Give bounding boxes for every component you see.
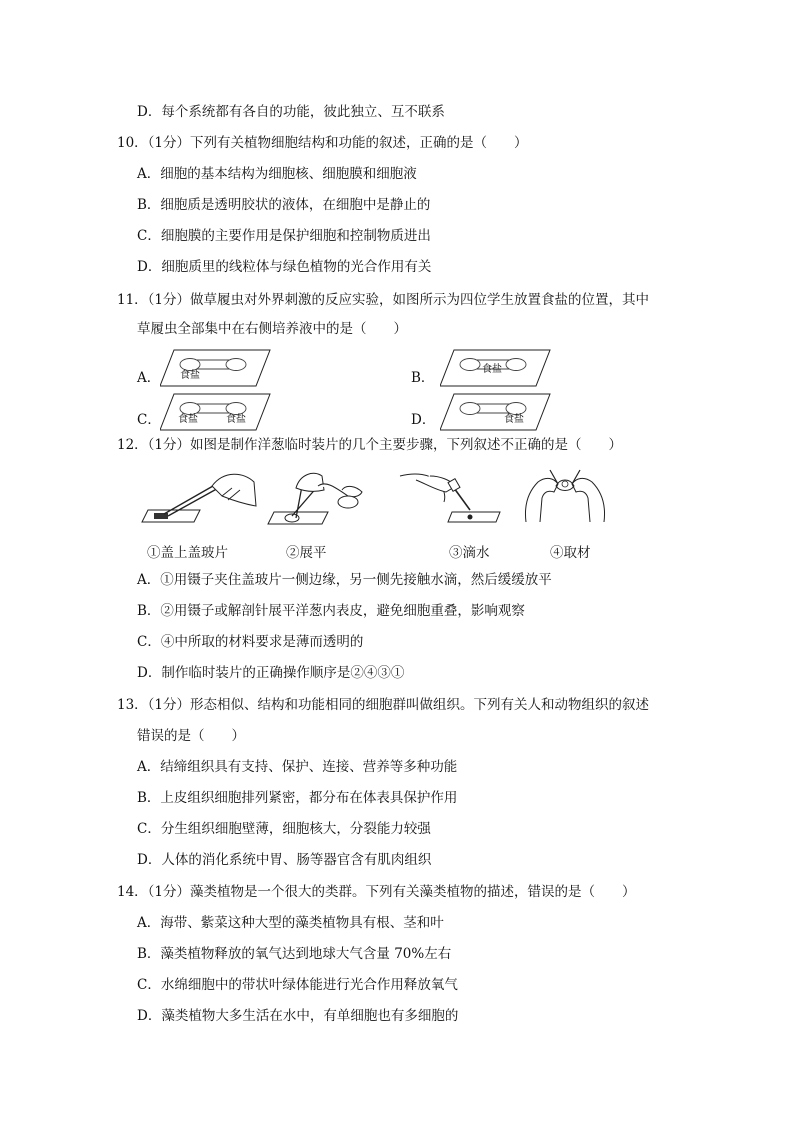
- q11-option-c-label: C．: [137, 412, 161, 428]
- q11-option-a-label: A．: [137, 370, 161, 386]
- q14-option-c: C．水绵细胞中的带状叶绿体能进行光合作用释放氧气: [137, 977, 458, 993]
- q12-figure-step1: [140, 466, 260, 530]
- q10-option-b: B．细胞质是透明胶状的液体，在细胞中是静止的: [137, 197, 431, 213]
- q10-option-a: A．细胞的基本结构为细胞核、细胞膜和细胞液: [137, 166, 417, 182]
- q12-option-d: D．制作临时装片的正确操作顺序是②④③①: [137, 665, 405, 681]
- q11-option-d-label: D．: [411, 412, 436, 428]
- q14-option-a: A．海带、紫菜这种大型的藻类植物具有根、茎和叶: [137, 915, 444, 931]
- q11-stem-line2: 草履虫全部集中在右侧培养液中的是（ ）: [137, 321, 407, 337]
- q13-stem-line1: 13．（1分）形态相似、结构和功能相同的细胞群叫做组织。下列有关人和动物组织的叙述: [117, 697, 650, 713]
- q11-slide-d: [440, 392, 552, 432]
- q12-option-b: B．②用镊子或解剖针展平洋葱内表皮，避免细胞重叠，影响观察: [137, 603, 525, 619]
- q11-option-b-label: B．: [411, 370, 435, 386]
- q12-step2-caption: ②展平: [286, 545, 327, 561]
- q14-option-d: D．藻类植物大多生活在水中，有单细胞也有多细胞的: [137, 1008, 459, 1024]
- q11-b-salt-label: 食盐: [482, 364, 502, 375]
- q11-c-salt-label-right: 食盐: [226, 414, 246, 425]
- q12-step3-caption: ③滴水: [449, 545, 490, 561]
- q10-option-d: D．细胞质里的线粒体与绿色植物的光合作用有关: [137, 259, 432, 275]
- q11-slide-a: [160, 348, 272, 388]
- q13-option-c: C．分生组织细胞壁薄，细胞核大，分裂能力较强: [137, 821, 431, 837]
- q11-stem-line1: 11．（1分）做草履虫对外界刺激的反应实验，如图所示为四位学生放置食盐的位置，其中: [117, 292, 650, 308]
- q10-option-c: C．细胞膜的主要作用是保护细胞和控制物质进出: [137, 228, 431, 244]
- q11-slide-b: [440, 348, 552, 388]
- q14-option-b: B．藻类植物释放的氧气达到地球大气含量 70%左右: [137, 946, 452, 962]
- q12-option-c: C．④中所取的材料要求是薄而透明的: [137, 634, 364, 650]
- q10-stem: 10．（1分）下列有关植物细胞结构和功能的叙述，正确的是（ ）: [117, 135, 528, 151]
- q13-stem-line2: 错误的是（ ）: [137, 728, 245, 744]
- q13-option-a: A．结缔组织具有支持、保护、连接、营养等多种功能: [137, 759, 458, 775]
- q9-option-d: D．每个系统都有各自的功能，彼此独立、互不联系: [137, 104, 445, 120]
- q12-step1-caption: ①盖上盖玻片: [147, 545, 228, 561]
- q11-d-salt-label: 食盐: [504, 414, 524, 425]
- q11-c-salt-label-left: 食盐: [178, 414, 198, 425]
- q13-option-d: D．人体的消化系统中胃、肠等器官含有肌肉组织: [137, 852, 432, 868]
- q14-stem: 14．（1分）藻类植物是一个很大的类群。下列有关藻类植物的描述，错误的是（ ）: [117, 884, 636, 900]
- q11-slide-c: [160, 392, 272, 432]
- q12-figure-step3: [396, 466, 506, 530]
- q12-option-a: A．①用镊子夹住盖玻片一侧边缘，另一侧先接触水滴，然后缓缓放平: [137, 572, 552, 588]
- q13-option-b: B．上皮组织细胞排列紧密，都分布在体表具保护作用: [137, 790, 458, 806]
- q12-figure-step4: [520, 462, 610, 528]
- q12-figure-step2: [266, 466, 386, 530]
- q12-stem: 12．（1分）如图是制作洋葱临时装片的几个主要步骤，下列叙述不正确的是（ ）: [117, 437, 623, 453]
- q12-step4-caption: ④取材: [550, 545, 591, 561]
- q11-a-salt-label: 食盐: [180, 370, 200, 381]
